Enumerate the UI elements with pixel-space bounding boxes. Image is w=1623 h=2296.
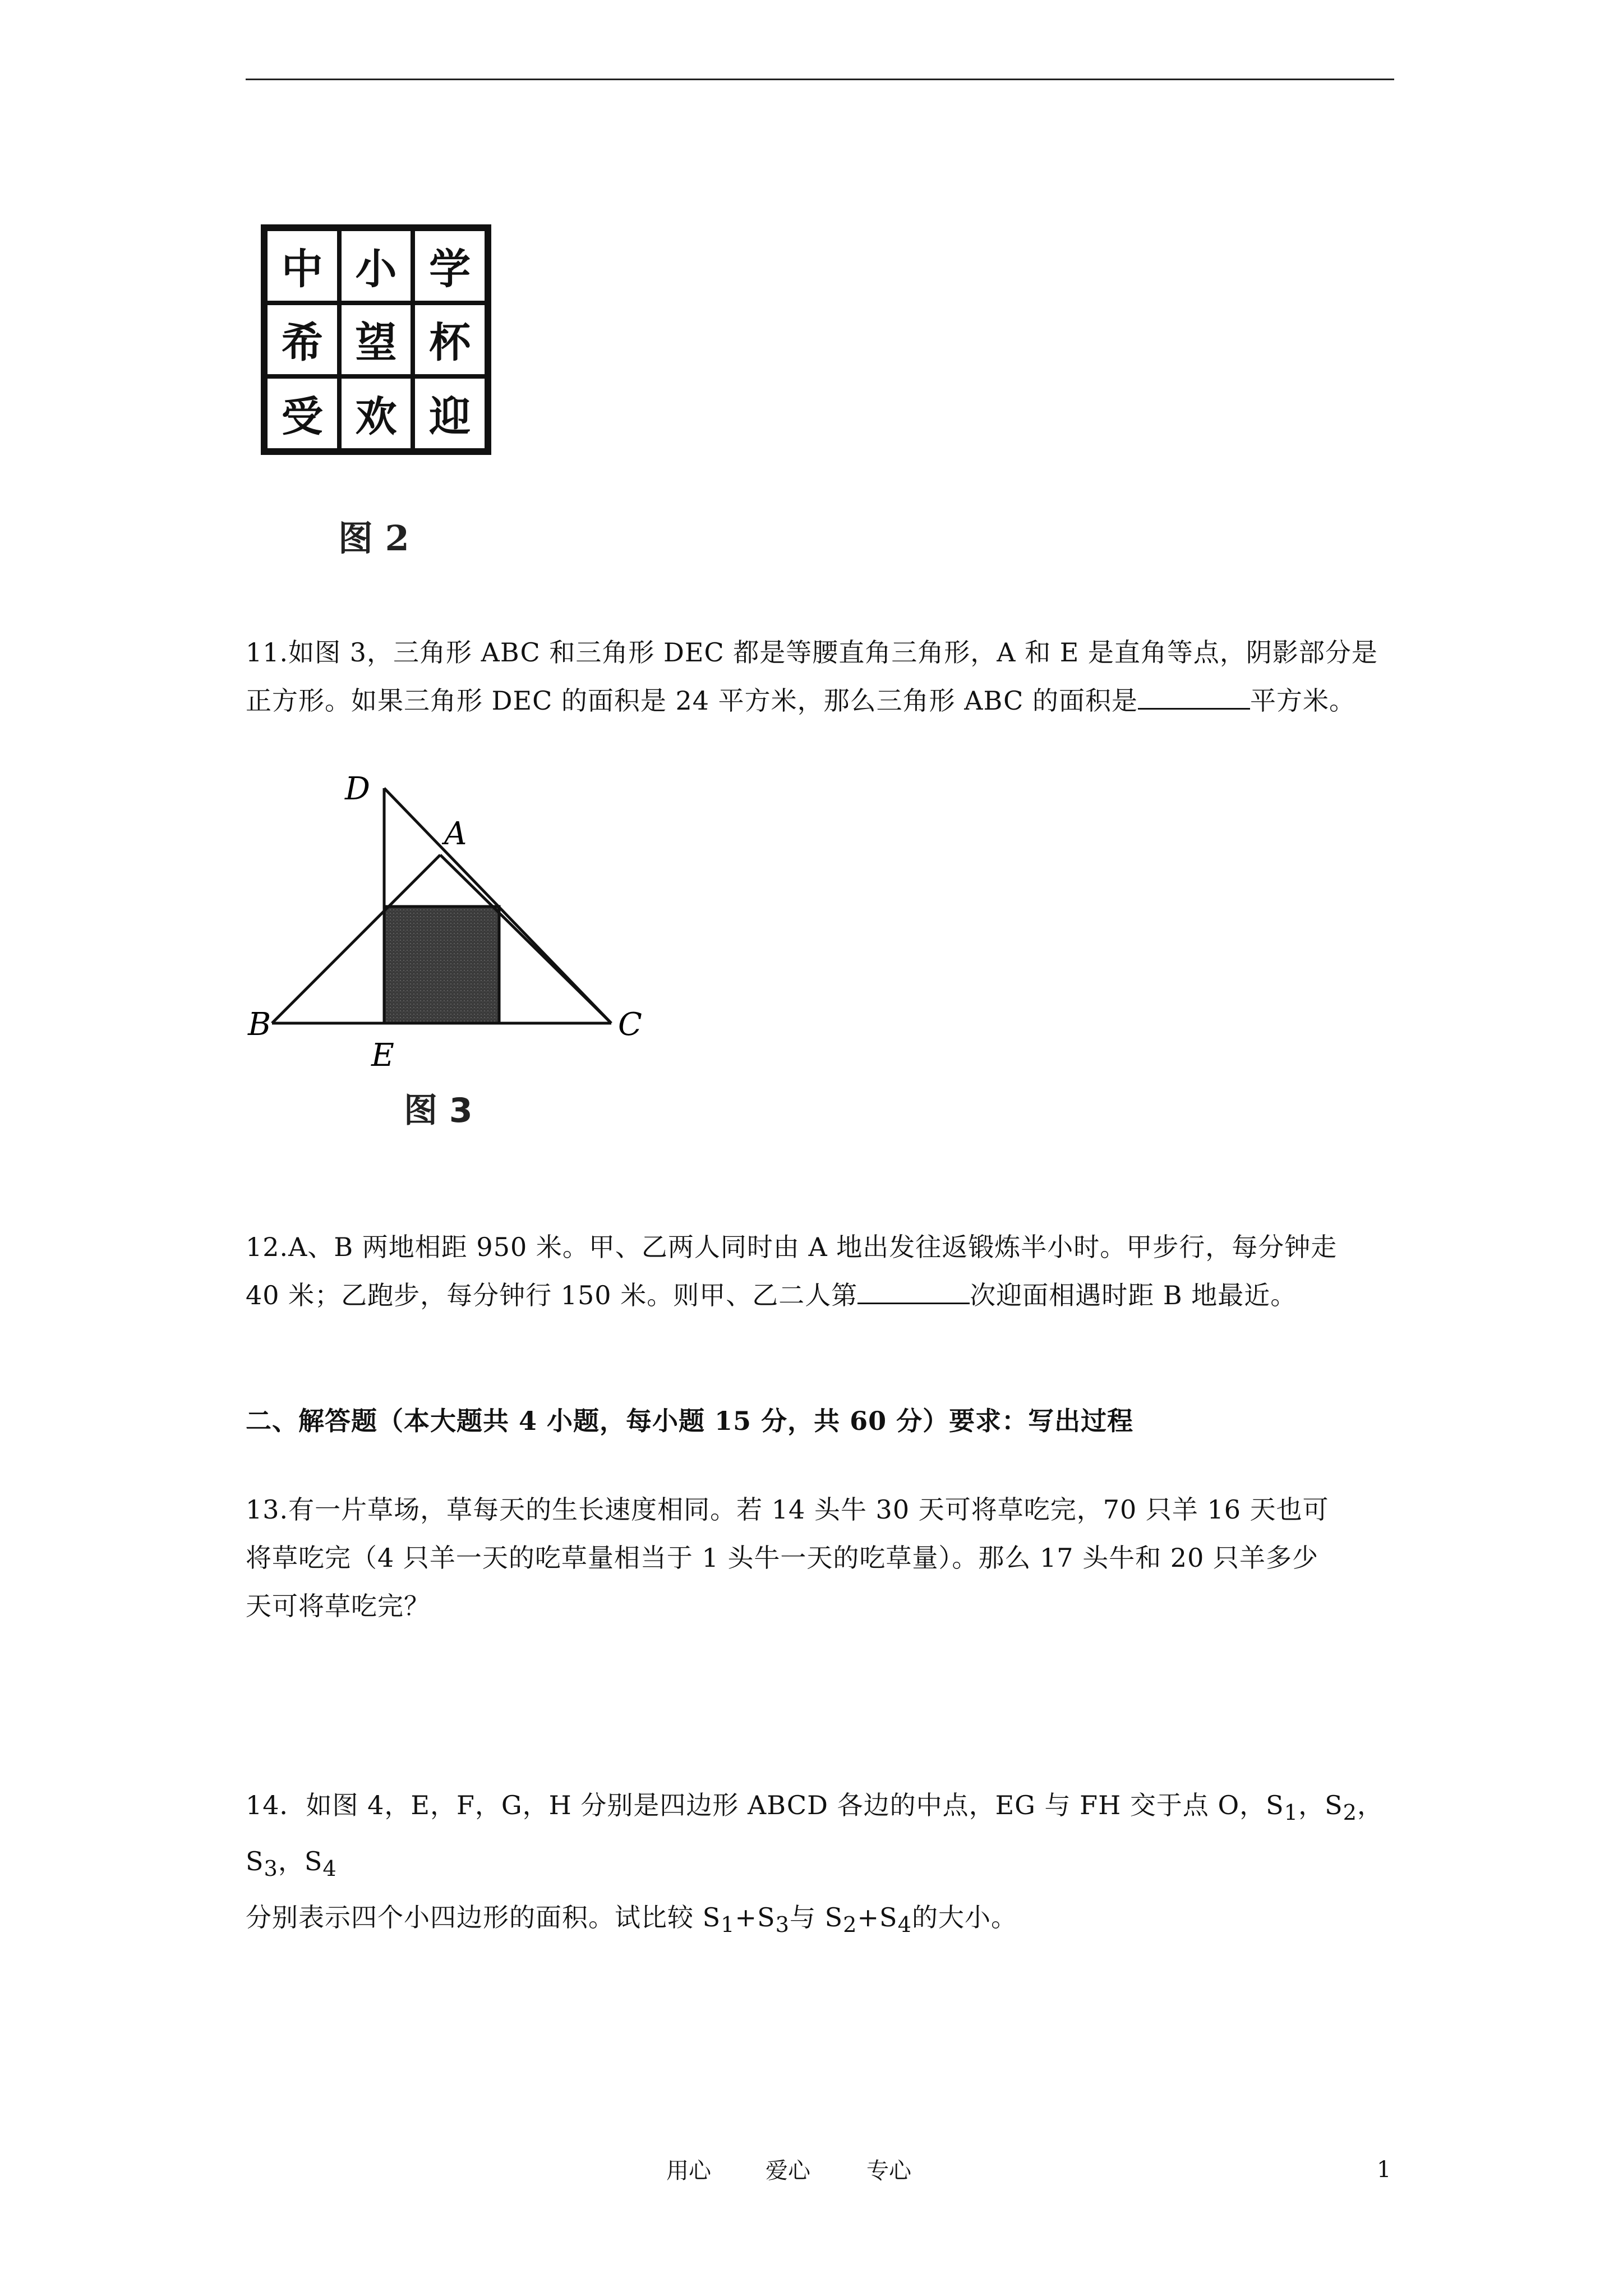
grid-cell: 杯 [413, 303, 487, 377]
grid-cell: 受 [265, 376, 339, 450]
answer-blank[interactable] [857, 1280, 970, 1304]
shaded-square [384, 907, 499, 1023]
character-grid [261, 224, 491, 455]
grid-cell: 中 [265, 229, 339, 303]
answer-blank[interactable] [1138, 685, 1250, 710]
q11-line-2: 正方形。如果三角形 DEC 的面积是 24 平方米，那么三角形 ABC 的面积是 平方米。 [246, 685, 1355, 716]
question-11 [246, 628, 1395, 725]
q12-line-2: 40 米；乙跑步，每分钟行 150 米。则甲、乙二人第 次迎面相遇时距 B 地最近。 [246, 1280, 1297, 1310]
question-12 [246, 1223, 1395, 1319]
question-14 [246, 1781, 1395, 1950]
footer-text-1: 用心 [666, 2158, 711, 2184]
grid-cell: 望 [339, 303, 413, 377]
q14-line-2: 分别表示四个小四边形的面积。试比较 $S_1+S_3$与 $S_2+S_4$的大小。 [246, 1902, 1017, 1938]
grid-cell: 迎 [413, 376, 487, 450]
q11-line-1: 11.如图 3，三角形 ABC 和三角形 DEC 都是等腰直角三角形，A 和 E 是直角等点，阴影部分是 [246, 637, 1378, 668]
figure-2-caption: 图 2 [338, 518, 409, 559]
figure-2 [255, 219, 510, 567]
footer-text-3: 专心 [866, 2158, 911, 2184]
q13-line-2: 将草吃完（4 只羊一天的吃草量相当于 1 头牛一天的吃草量）。那么 17 头牛和 20 只羊多少 [246, 1543, 1318, 1573]
figure-3 [241, 724, 667, 1156]
label-B: B [248, 1006, 271, 1043]
label-C: C [618, 1006, 642, 1043]
triangle-diagram [241, 724, 667, 1156]
question-13 [246, 1485, 1395, 1630]
label-E: E [371, 1037, 394, 1074]
footer-text-2: 爱心 [766, 2158, 810, 2184]
label-D: D [345, 771, 370, 807]
label-A: A [444, 816, 467, 852]
section-2-heading: 二、解答题（本大题共 4 小题，每小题 15 分，共 60 分）要求：写出过程 [246, 1406, 1134, 1436]
header-rule [246, 79, 1394, 80]
grid-cell: 学 [413, 229, 487, 303]
q13-line-1: 13.有一片草场，草每天的生长速度相同。若 14 头牛 30 天可将草吃完，70 只羊 16 天也可 [246, 1494, 1329, 1525]
q13-line-3: 天可将草吃完？ [246, 1591, 430, 1621]
grid-cell: 小 [339, 229, 413, 303]
page-number: 1 [1377, 2157, 1391, 2183]
q14-line-1: 14．如图 4，E，F，G，H 分别是四边形 ABCD 各边的中点，EG 与 FH 交于点 O，$S_1$，$S_2$，$S_3$，$S_4$ [246, 1790, 1384, 1882]
figure-3-caption: 图 3 [404, 1091, 473, 1130]
grid-cell: 希 [265, 303, 339, 377]
q12-line-1: 12.A、B 两地相距 950 米。甲、乙两人同时由 A 地出发往返锻炼半小时。甲步行，每分钟走 [246, 1232, 1338, 1262]
grid-cell: 欢 [339, 376, 413, 450]
